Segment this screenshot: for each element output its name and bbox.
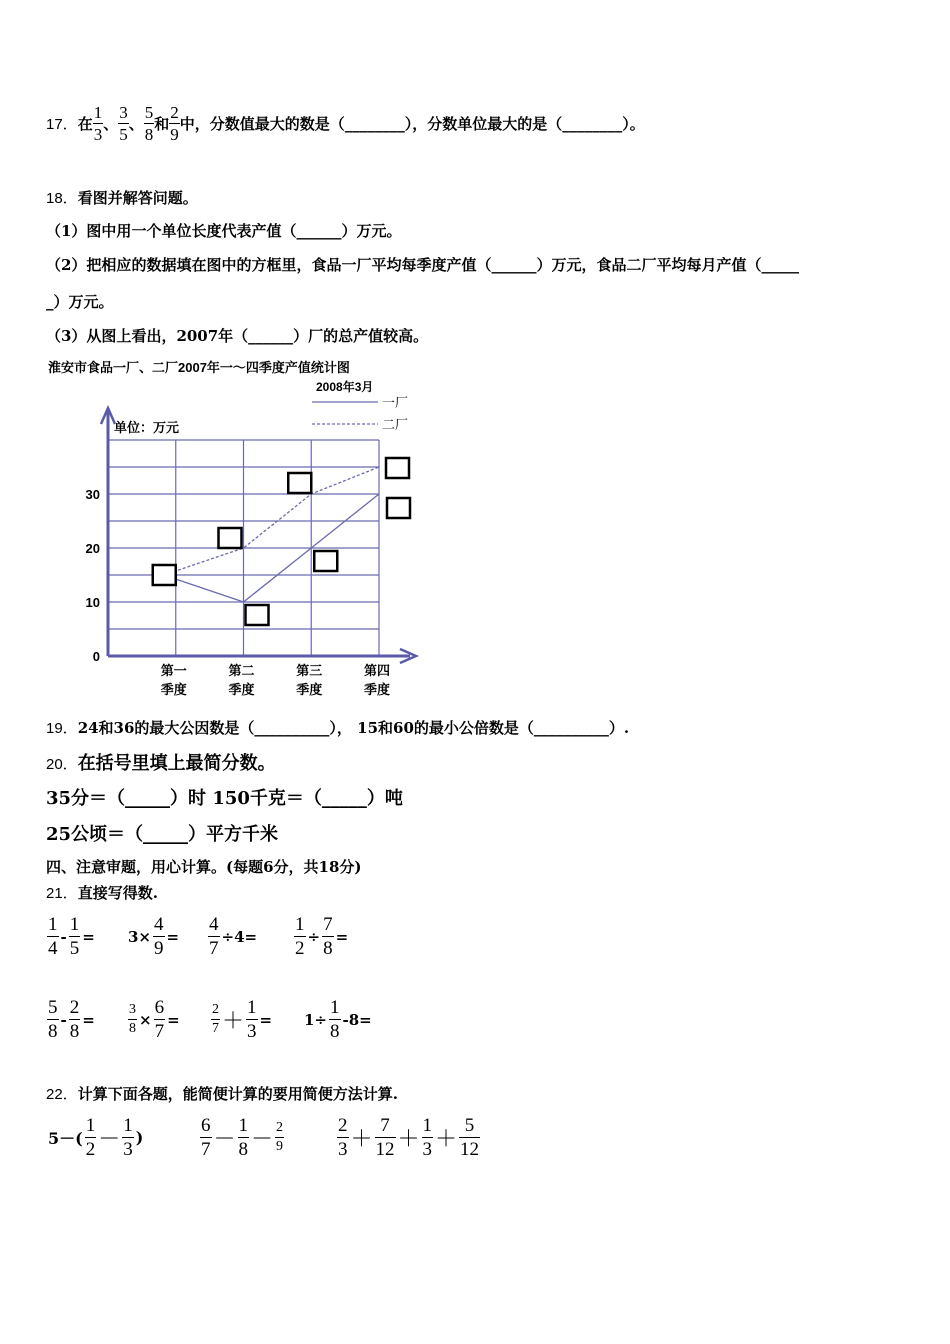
answer-box [246,605,269,625]
answer-box [387,498,410,518]
q20-line2: 25公顷＝（_____）平方千米 [46,824,279,845]
expr-22-3: $\frac{2}{3}$ ＋ $\frac{7}{12}$ ＋ $\frac{1}{3}$ ＋ $\frac{5}{12}$ [338,1115,480,1160]
legend-label-1: 一厂 [382,395,409,410]
expr-22-1: 5－( $\frac{1}{2}$ － $\frac{1}{3}$ ) [48,1115,144,1160]
expr-21-6: $\frac{3}{8}$ × $\frac{6}{7}$ = [129,997,180,1042]
q18-part1: （1）图中用一个单位长度代表产值（______）万元。 [46,222,402,240]
x-tick-label: 第一 [160,663,187,678]
x-tick-label: 第四 [363,663,391,678]
question-21-title: 21．直接写得数. [46,884,158,902]
q18-part3: （3）从图上看出，2007年（______）厂的总产值较高。 [46,327,429,345]
question-number: 20． [46,756,78,773]
series [164,467,379,602]
y-tick-label: 20 [85,541,100,556]
y-tick-label: 10 [85,595,100,610]
y-axis-label: 单位：万元 [114,420,180,435]
y-tick-label: 0 [92,649,100,664]
fraction: $\frac{1}{3}$ [93,103,103,144]
y-ticks [86,487,100,664]
expr-21-1: $\frac{1}{4}$ - $\frac{1}{5}$ = [48,914,95,959]
x-ticks [161,663,390,697]
question-number: 21． [46,885,78,902]
expr-21-8: 1÷ $\frac{1}{8}$ -8= [304,997,372,1042]
fraction: $\frac{2}{9}$ [170,103,179,144]
q18-part2-cont: _）万元。 [46,293,114,311]
answer-box [153,565,176,585]
question-number: 22． [46,1086,78,1103]
question-number: 17． [46,116,78,133]
question-18-title: 18．看图并解答问题。 [46,189,198,207]
line-chart [44,352,474,700]
x-tick-label: 季度 [296,682,323,697]
q17-pre: 在 [77,115,93,133]
answer-boxes [153,458,410,625]
grid [108,440,379,656]
legend-label-2: 二厂 [382,417,409,432]
x-tick-label: 第三 [296,663,323,678]
expr-21-7: $\frac{2}{7}$ ＋ $\frac{1}{3}$ = [212,997,273,1042]
expr-21-3: $\frac{4}{7}$ ÷4= [209,914,258,959]
chart-title: 淮安市食品一厂、二厂2007年一～四季度产值统计图 [48,360,350,375]
x-tick-label: 季度 [160,682,187,697]
expr-21-5: $\frac{5}{8}$ - $\frac{2}{8}$ = [48,997,95,1042]
fraction: $\frac{5}{8}$ [144,103,154,144]
answer-box [386,458,409,478]
x-tick-label: 季度 [228,682,255,697]
expr-22-2: $\frac{6}{7}$ － $\frac{1}{8}$ － $\frac{2}{9}$ [201,1115,284,1160]
section-4-heading: 四、注意审题，用心计算。(每题6分，共18分) [46,858,362,876]
answer-box [288,473,311,493]
expr-21-2: 3× $\frac{4}{9}$ = [128,914,180,959]
question-19: 19．24和36的最大公因数是（__________）， 15和60的最小公倍数是（__________）. [46,719,630,737]
q18-part2: （2）把相应的数据填在图中的方框里，食品一厂平均每季度产值（______）万元，食品二厂平均每月产值（_____ [46,256,799,274]
q20-line1: 35分＝（_____）时 150千克＝（_____）吨 [46,788,403,809]
question-22-title: 22．计算下面各题，能简便计算的要用简便方法计算. [46,1085,398,1103]
question-number: 18． [46,190,78,207]
question-20-title: 20．在括号里填上最简分数。 [46,753,276,774]
question-17: 17． 在 $\frac{1}{3}$ 、 $\frac{3}{5}$ 、 $\frac{5}{8}$ 和 $\frac{2}{9}$ 中，分数值最大的数是（________），分数单位最大的是（________）。 [46,103,645,144]
x-tick-label: 第二 [228,663,255,678]
fraction: $\frac{3}{5}$ [119,103,128,144]
q17-post: 中，分数值最大的数是（________），分数单位最大的是（________）。 [179,115,645,133]
answer-box [314,551,337,571]
answer-box [219,528,242,548]
chart-subtitle: 2008年3月 [316,380,374,394]
x-tick-label: 季度 [363,682,391,697]
y-tick-label: 30 [85,487,100,502]
expr-21-4: $\frac{1}{2}$ ÷ $\frac{7}{8}$ = [295,914,349,959]
question-number: 19． [46,720,78,737]
